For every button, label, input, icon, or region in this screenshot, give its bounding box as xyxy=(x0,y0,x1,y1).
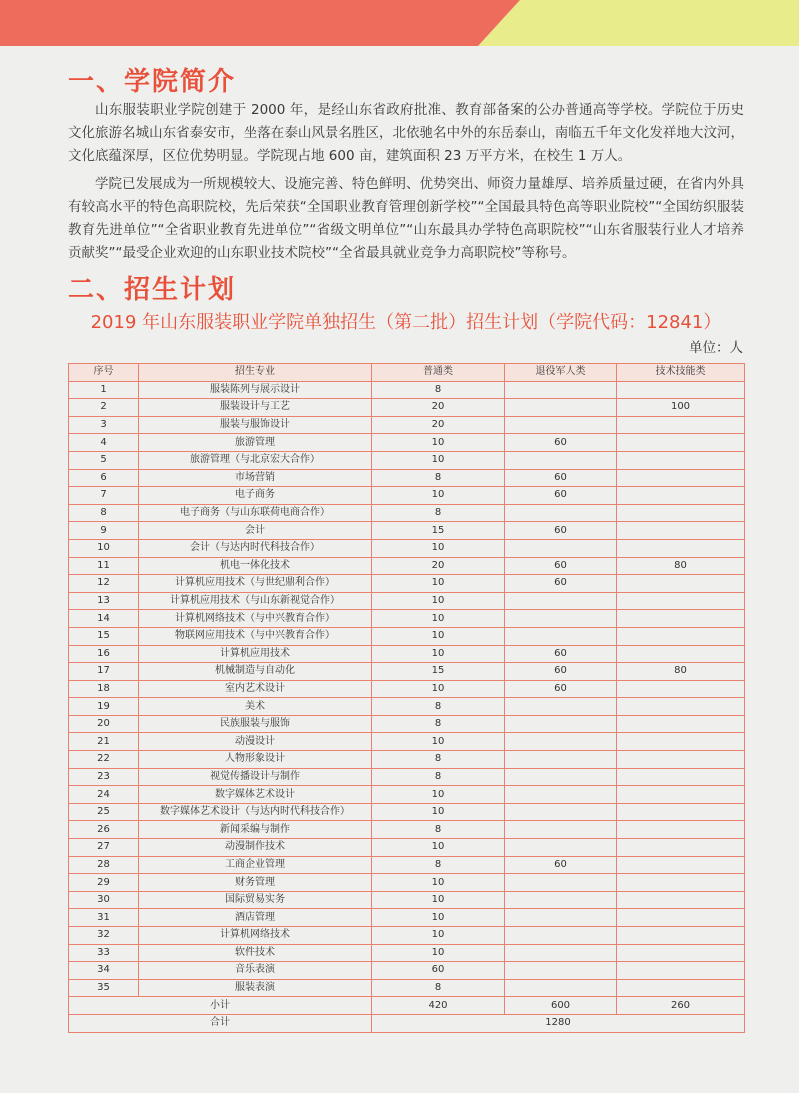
header-index: 序号 xyxy=(69,364,139,382)
row-regular: 10 xyxy=(372,451,505,469)
row-regular: 8 xyxy=(372,768,505,786)
row-veteran xyxy=(505,839,617,857)
row-regular: 10 xyxy=(372,539,505,557)
row-skill xyxy=(617,451,745,469)
row-veteran xyxy=(505,610,617,628)
header-veteran: 退役军人类 xyxy=(505,364,617,382)
banner-red-shape xyxy=(0,0,520,46)
table-body xyxy=(69,381,745,997)
row-veteran: 60 xyxy=(505,557,617,575)
subtotal-skill: 260 xyxy=(617,997,745,1015)
row-skill xyxy=(617,680,745,698)
row-major: 数字媒体艺术设计 xyxy=(139,786,372,804)
row-regular: 8 xyxy=(372,751,505,769)
row-regular: 8 xyxy=(372,715,505,733)
row-regular: 10 xyxy=(372,909,505,927)
row-veteran: 60 xyxy=(505,663,617,681)
row-major: 国际贸易实务 xyxy=(139,891,372,909)
row-skill xyxy=(617,381,745,399)
row-index: 11 xyxy=(69,557,139,575)
row-veteran xyxy=(505,592,617,610)
row-index: 7 xyxy=(69,487,139,505)
row-regular: 20 xyxy=(372,416,505,434)
table-row xyxy=(69,715,745,733)
table-row xyxy=(69,680,745,698)
row-skill xyxy=(617,487,745,505)
row-index: 27 xyxy=(69,839,139,857)
table-row xyxy=(69,751,745,769)
row-major: 酒店管理 xyxy=(139,909,372,927)
table-row xyxy=(69,627,745,645)
header-regular: 普通类 xyxy=(372,364,505,382)
row-regular: 10 xyxy=(372,434,505,452)
table-row xyxy=(69,786,745,804)
row-regular: 10 xyxy=(372,786,505,804)
row-skill: 100 xyxy=(617,399,745,417)
table-row xyxy=(69,592,745,610)
row-major: 动漫制作技术 xyxy=(139,839,372,857)
row-major: 音乐表演 xyxy=(139,962,372,980)
row-veteran xyxy=(505,451,617,469)
row-veteran xyxy=(505,927,617,945)
row-regular: 10 xyxy=(372,610,505,628)
table-row xyxy=(69,733,745,751)
row-major: 美术 xyxy=(139,698,372,716)
table-row xyxy=(69,381,745,399)
row-major: 电子商务 xyxy=(139,487,372,505)
row-major: 计算机网络技术 xyxy=(139,927,372,945)
row-index: 10 xyxy=(69,539,139,557)
row-skill xyxy=(617,821,745,839)
row-skill xyxy=(617,909,745,927)
row-index: 9 xyxy=(69,522,139,540)
row-veteran xyxy=(505,786,617,804)
row-major: 计算机应用技术（与山东新视觉合作） xyxy=(139,592,372,610)
row-index: 18 xyxy=(69,680,139,698)
row-index: 8 xyxy=(69,504,139,522)
row-major: 新闻采编与制作 xyxy=(139,821,372,839)
row-skill xyxy=(617,575,745,593)
enrollment-plan-title: 2019 年山东服装职业学院单独招生（第二批）招生计划（学院代码：12841） xyxy=(90,312,722,333)
row-veteran: 60 xyxy=(505,680,617,698)
row-skill xyxy=(617,891,745,909)
row-skill xyxy=(617,504,745,522)
row-veteran xyxy=(505,416,617,434)
row-veteran xyxy=(505,803,617,821)
row-skill xyxy=(617,610,745,628)
header-major: 招生专业 xyxy=(139,364,372,382)
row-index: 23 xyxy=(69,768,139,786)
row-index: 22 xyxy=(69,751,139,769)
row-regular: 10 xyxy=(372,944,505,962)
total-row xyxy=(69,1014,745,1032)
row-veteran: 60 xyxy=(505,487,617,505)
row-veteran xyxy=(505,751,617,769)
row-index: 6 xyxy=(69,469,139,487)
row-skill xyxy=(617,874,745,892)
row-major: 数字媒体艺术设计（与达内时代科技合作） xyxy=(139,803,372,821)
table-row xyxy=(69,891,745,909)
row-skill xyxy=(617,803,745,821)
row-index: 4 xyxy=(69,434,139,452)
row-major: 市场营销 xyxy=(139,469,372,487)
row-major: 软件技术 xyxy=(139,944,372,962)
row-index: 29 xyxy=(69,874,139,892)
row-skill xyxy=(617,856,745,874)
row-major: 计算机应用技术 xyxy=(139,645,372,663)
banner-yellow-shape xyxy=(478,0,799,46)
row-major: 电子商务（与山东联荷电商合作） xyxy=(139,504,372,522)
row-index: 3 xyxy=(69,416,139,434)
row-veteran xyxy=(505,962,617,980)
row-major: 动漫设计 xyxy=(139,733,372,751)
row-index: 12 xyxy=(69,575,139,593)
row-major: 物联网应用技术（与中兴教育合作） xyxy=(139,627,372,645)
row-skill xyxy=(617,839,745,857)
enrollment-plan-table xyxy=(68,363,745,1033)
row-regular: 8 xyxy=(372,504,505,522)
row-major: 服装陈列与展示设计 xyxy=(139,381,372,399)
row-index: 30 xyxy=(69,891,139,909)
row-skill: 80 xyxy=(617,663,745,681)
table-row xyxy=(69,856,745,874)
row-skill xyxy=(617,539,745,557)
row-index: 15 xyxy=(69,627,139,645)
row-major: 视觉传播设计与制作 xyxy=(139,768,372,786)
row-major: 财务管理 xyxy=(139,874,372,892)
row-regular: 20 xyxy=(372,557,505,575)
row-major: 服装设计与工艺 xyxy=(139,399,372,417)
row-major: 计算机应用技术（与世纪鼎利合作） xyxy=(139,575,372,593)
table-row xyxy=(69,874,745,892)
row-veteran xyxy=(505,698,617,716)
row-major: 服装与服饰设计 xyxy=(139,416,372,434)
section1-heading: 一、学院简介 xyxy=(68,67,237,97)
row-veteran: 60 xyxy=(505,522,617,540)
row-veteran xyxy=(505,768,617,786)
row-veteran: 60 xyxy=(505,856,617,874)
row-regular: 8 xyxy=(372,469,505,487)
table-row xyxy=(69,487,745,505)
row-regular: 10 xyxy=(372,839,505,857)
row-major: 工商企业管理 xyxy=(139,856,372,874)
table-row xyxy=(69,557,745,575)
row-skill xyxy=(617,645,745,663)
row-veteran: 60 xyxy=(505,575,617,593)
row-regular: 8 xyxy=(372,698,505,716)
row-skill xyxy=(617,962,745,980)
row-index: 26 xyxy=(69,821,139,839)
row-regular: 10 xyxy=(372,487,505,505)
row-index: 5 xyxy=(69,451,139,469)
row-skill xyxy=(617,715,745,733)
row-regular: 10 xyxy=(372,645,505,663)
total-value: 1280 xyxy=(372,1014,745,1032)
row-skill xyxy=(617,416,745,434)
subtotal-veteran: 600 xyxy=(505,997,617,1015)
row-regular: 8 xyxy=(372,856,505,874)
row-veteran: 60 xyxy=(505,645,617,663)
row-major: 会计 xyxy=(139,522,372,540)
table-row xyxy=(69,803,745,821)
row-index: 14 xyxy=(69,610,139,628)
row-skill xyxy=(617,522,745,540)
row-skill xyxy=(617,927,745,945)
table-row xyxy=(69,663,745,681)
row-veteran xyxy=(505,627,617,645)
row-veteran xyxy=(505,381,617,399)
header-banner xyxy=(0,0,799,46)
row-index: 35 xyxy=(69,979,139,997)
row-regular: 8 xyxy=(372,381,505,399)
table-row xyxy=(69,909,745,927)
row-veteran xyxy=(505,733,617,751)
row-regular: 20 xyxy=(372,399,505,417)
row-major: 会计（与达内时代科技合作） xyxy=(139,539,372,557)
section1-paragraph-2: 学院已发展成为一所规模较大、设施完善、特色鲜明、优势突出、师资力量雄厚、培养质量过硬，在省内外具有较高水平的特色高职院校，先后荣获“全国职业教育管理创新学校”“全国最具特色高等职业院校”“全国纺织服装教育先进单位”“全省职业教育先进单位”“省级文明单位”“山东最具办学特色高职院校”“山东省服装行业人才培养贡献奖”“最受企业欢迎的山东职业技术院校”“全省最具就业竞争力高职院校”等称号。 xyxy=(68,176,744,261)
row-veteran xyxy=(505,399,617,417)
table-row xyxy=(69,504,745,522)
row-veteran xyxy=(505,909,617,927)
row-skill: 80 xyxy=(617,557,745,575)
table-row xyxy=(69,610,745,628)
row-skill xyxy=(617,751,745,769)
row-index: 16 xyxy=(69,645,139,663)
row-index: 1 xyxy=(69,381,139,399)
row-index: 24 xyxy=(69,786,139,804)
row-skill xyxy=(617,944,745,962)
table-row xyxy=(69,821,745,839)
row-major: 服装表演 xyxy=(139,979,372,997)
row-index: 17 xyxy=(69,663,139,681)
row-veteran xyxy=(505,891,617,909)
row-veteran xyxy=(505,821,617,839)
row-regular: 15 xyxy=(372,663,505,681)
table-header-row xyxy=(69,364,745,382)
table-row xyxy=(69,962,745,980)
row-veteran: 60 xyxy=(505,434,617,452)
row-skill xyxy=(617,434,745,452)
row-skill xyxy=(617,979,745,997)
row-veteran xyxy=(505,979,617,997)
unit-label: 单位：人 xyxy=(689,340,743,356)
total-label: 合计 xyxy=(69,1014,372,1032)
table-row xyxy=(69,927,745,945)
table-row xyxy=(69,979,745,997)
row-skill xyxy=(617,698,745,716)
row-major: 机电一体化技术 xyxy=(139,557,372,575)
row-major: 计算机网络技术（与中兴教育合作） xyxy=(139,610,372,628)
row-skill xyxy=(617,786,745,804)
table-row xyxy=(69,698,745,716)
table-row xyxy=(69,522,745,540)
row-index: 33 xyxy=(69,944,139,962)
row-index: 19 xyxy=(69,698,139,716)
row-regular: 10 xyxy=(372,627,505,645)
row-regular: 10 xyxy=(372,891,505,909)
row-index: 31 xyxy=(69,909,139,927)
table-row xyxy=(69,416,745,434)
row-index: 13 xyxy=(69,592,139,610)
row-regular: 8 xyxy=(372,979,505,997)
subtotal-row xyxy=(69,997,745,1015)
table-row xyxy=(69,768,745,786)
row-regular: 10 xyxy=(372,575,505,593)
row-index: 28 xyxy=(69,856,139,874)
row-regular: 10 xyxy=(372,803,505,821)
row-major: 旅游管理 xyxy=(139,434,372,452)
row-index: 25 xyxy=(69,803,139,821)
table-row xyxy=(69,539,745,557)
table-row xyxy=(69,434,745,452)
row-regular: 15 xyxy=(372,522,505,540)
table-row xyxy=(69,399,745,417)
row-major: 民族服装与服饰 xyxy=(139,715,372,733)
row-index: 34 xyxy=(69,962,139,980)
table-row xyxy=(69,839,745,857)
row-veteran xyxy=(505,715,617,733)
header-skill: 技术技能类 xyxy=(617,364,745,382)
row-veteran xyxy=(505,504,617,522)
row-skill xyxy=(617,592,745,610)
subtotal-label: 小计 xyxy=(69,997,372,1015)
row-index: 32 xyxy=(69,927,139,945)
row-regular: 10 xyxy=(372,733,505,751)
row-index: 20 xyxy=(69,715,139,733)
row-veteran xyxy=(505,874,617,892)
row-skill xyxy=(617,627,745,645)
section1-paragraph-1: 山东服装职业学院创建于 2000 年，是经山东省政府批准、教育部备案的公办普通高等学校。学院位于历史文化旅游名城山东省泰安市，坐落在泰山风景名胜区，北依驰名中外的东岳泰山，南临五千年文化发祥地大汶河，文化底蕴深厚，区位优势明显。学院现占地 600 亩，建筑面积 23 万平方米，在校生 1 万人。 xyxy=(68,102,744,164)
row-major: 机械制造与自动化 xyxy=(139,663,372,681)
row-skill xyxy=(617,733,745,751)
table-row xyxy=(69,575,745,593)
row-veteran xyxy=(505,539,617,557)
row-regular: 10 xyxy=(372,592,505,610)
table-row xyxy=(69,645,745,663)
section2-heading: 二、招生计划 xyxy=(68,275,237,305)
row-index: 2 xyxy=(69,399,139,417)
subtotal-regular: 420 xyxy=(372,997,505,1015)
row-skill xyxy=(617,768,745,786)
table-row xyxy=(69,469,745,487)
row-veteran: 60 xyxy=(505,469,617,487)
row-veteran xyxy=(505,944,617,962)
row-regular: 10 xyxy=(372,927,505,945)
row-major: 人物形象设计 xyxy=(139,751,372,769)
table-row xyxy=(69,944,745,962)
row-index: 21 xyxy=(69,733,139,751)
table-row xyxy=(69,451,745,469)
row-regular: 60 xyxy=(372,962,505,980)
row-regular: 10 xyxy=(372,680,505,698)
row-skill xyxy=(617,469,745,487)
row-major: 室内艺术设计 xyxy=(139,680,372,698)
row-regular: 10 xyxy=(372,874,505,892)
row-major: 旅游管理（与北京宏大合作） xyxy=(139,451,372,469)
row-regular: 8 xyxy=(372,821,505,839)
